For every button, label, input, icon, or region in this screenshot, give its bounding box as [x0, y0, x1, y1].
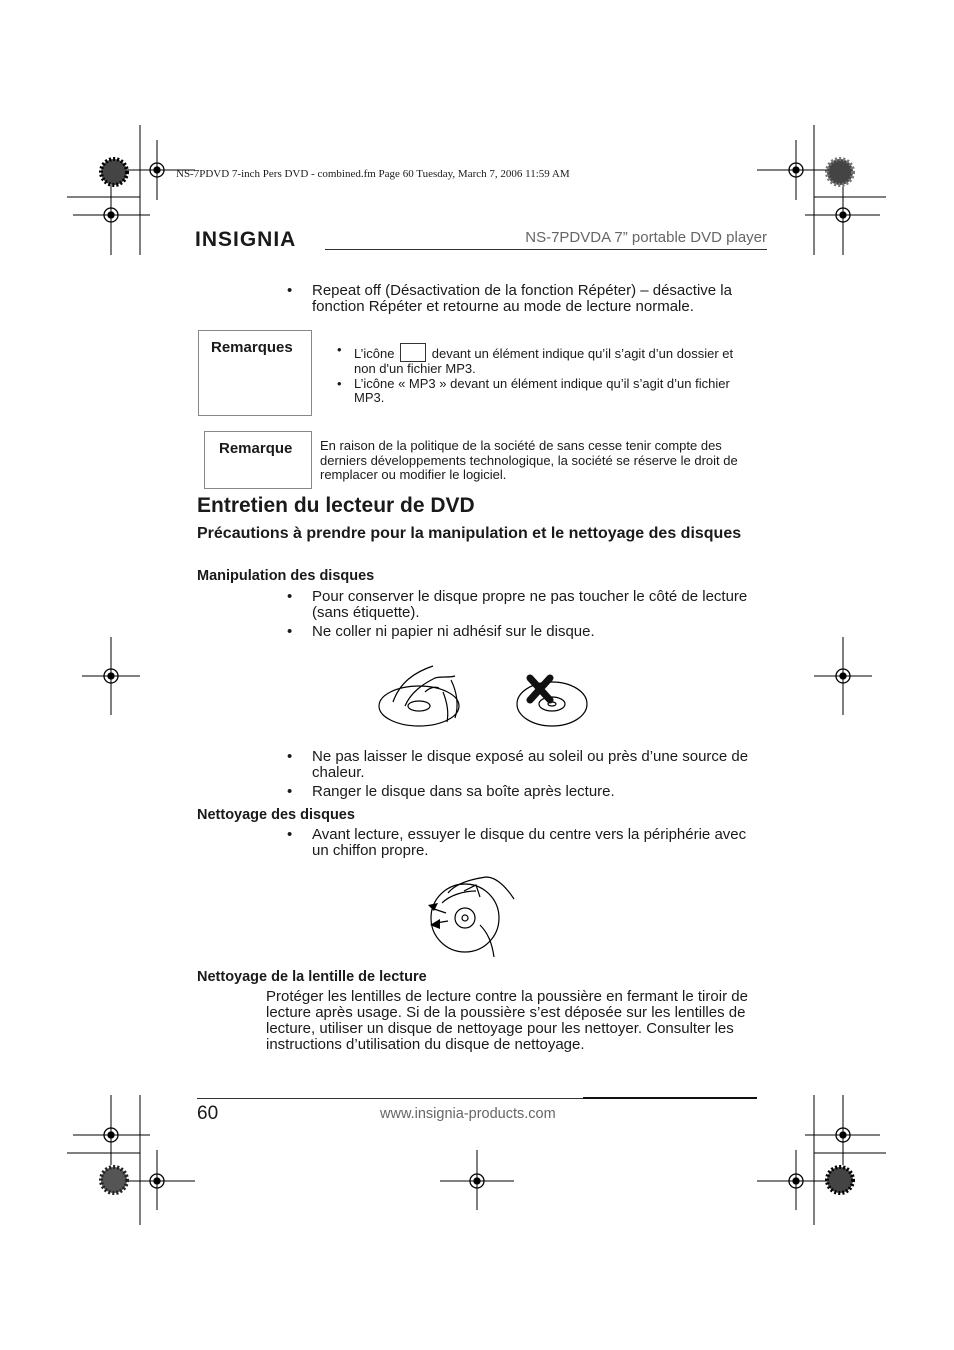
intro-bullet-text: Repeat off (Désactivation de la fonction Répéter) – désactive la fonction Répéter et retourne au mode de lecture normale. [312, 282, 732, 315]
insignia-logo [195, 228, 296, 252]
bullet-dot: • [287, 588, 293, 605]
notes-label-box [198, 330, 312, 416]
footer-url: www.insignia-products.com [380, 1106, 556, 1122]
list-item [337, 342, 754, 377]
lens-heading: Nettoyage de la lentille de lecture [197, 969, 427, 985]
disc-prohibited-illustration [514, 670, 592, 730]
note-label: Remarque [219, 440, 293, 457]
section-title: Entretien du lecteur de DVD [197, 494, 475, 517]
header-rule [325, 249, 767, 250]
list-item [287, 748, 752, 781]
notes-item1-before: L’icône [354, 346, 395, 361]
footer-rule-accent [583, 1097, 757, 1099]
list-item [287, 783, 752, 800]
notes-list [337, 342, 754, 406]
disc-handling-illustration [375, 662, 467, 732]
manipulation-bullet-2: Ne coller ni papier ni adhésif sur le disque. [312, 623, 595, 640]
list-item [287, 826, 752, 859]
notes-label: Remarques [211, 339, 293, 356]
manipulation-bullet-3: Ne pas laisser le disque exposé au soleil ou près d’une source de chaleur. [312, 748, 749, 781]
logo-text: INSIGNIA [195, 228, 297, 251]
note-label-box [204, 431, 312, 489]
note-text: En raison de la politique de la société de sans cesse tenir compte des derniers développements technologique, la société se réserve le droit de remplacer ou modifier le logiciel. [320, 438, 738, 482]
manipulation-bullet-4: Ranger le disque dans sa boîte après lecture. [312, 783, 615, 800]
bullet-dot: • [287, 826, 293, 843]
manipulation-heading: Manipulation des disques [197, 568, 375, 584]
bullet-dot: • [287, 783, 293, 800]
list-item [337, 375, 754, 406]
bullet-dot: • [287, 282, 293, 299]
page-number: 60 [197, 1103, 219, 1124]
section-subtitle: Précautions à prendre pour la manipulation et le nettoyage des disques [197, 525, 742, 542]
list-item [287, 623, 752, 640]
manipulation-bullet-1: Pour conserver le disque propre ne pas toucher le côté de lecture (sans étiquette). [312, 588, 748, 621]
notes-item2: L’icône « MP3 » devant un élément indique qu’il s’agit d’un fichier MP3. [354, 375, 730, 405]
list-item [287, 588, 752, 621]
disc-wiping-illustration [420, 873, 520, 963]
header-title: NS-7PDVDA 7” portable DVD player [525, 229, 767, 246]
bullet-dot: • [287, 623, 293, 640]
print-info: NS-7PDVD 7-inch Pers DVD - combined.fm Page 60 Tuesday, March 7, 2006 11:59 AM [176, 168, 570, 180]
lens-text: Protéger les lentilles de lecture contre la poussière en fermant le tiroir de lecture après usage. Si de la poussière s’est déposée sur les lentilles de lecture, utiliser un disque de nettoyage pour les nettoyer. Consulter les instructions d’utilisation du disque de nettoyage. [266, 988, 748, 1053]
bullet-dot: • [337, 342, 342, 357]
cleaning-bullet: Avant lecture, essuyer le disque du centre vers la périphérie avec un chiffon propre. [312, 826, 747, 859]
bullet-dot: • [337, 375, 342, 391]
cleaning-heading: Nettoyage des disques [197, 807, 355, 823]
notes-item1-after: devant un élément indique qu’il s’agit d’un dossier et non d'un fichier MP3. [354, 346, 734, 376]
folder-icon [400, 343, 426, 362]
bullet-dot: • [287, 748, 293, 765]
list-item [287, 282, 762, 315]
